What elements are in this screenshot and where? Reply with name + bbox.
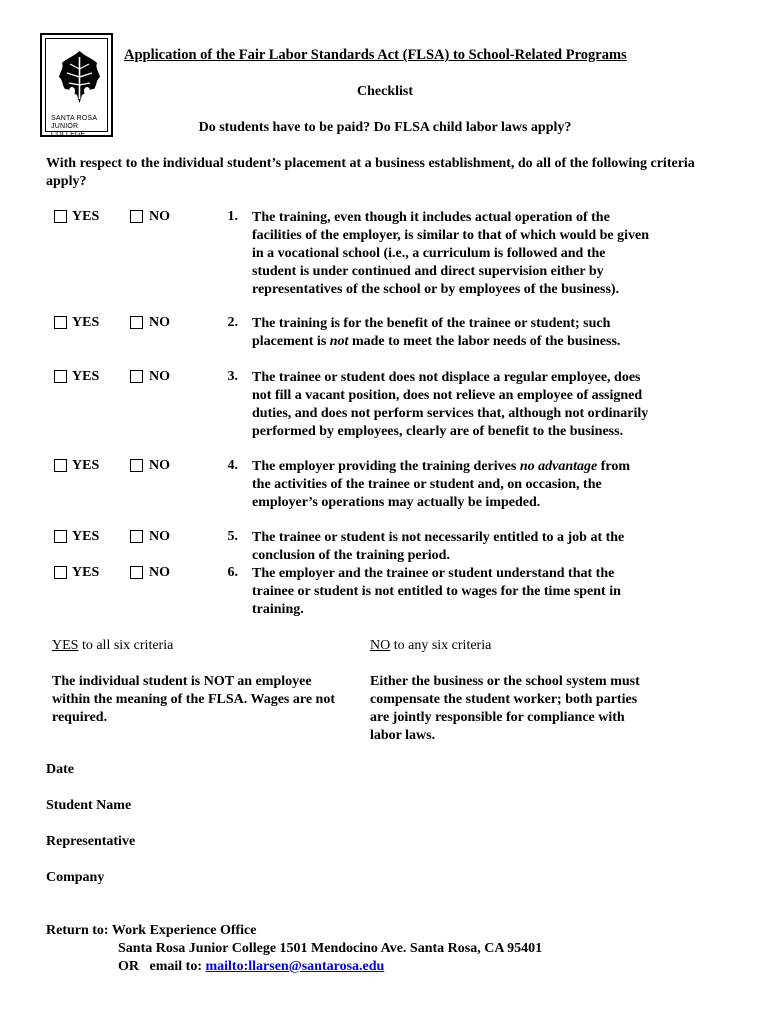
return-address: Santa Rosa Junior College 1501 Mendocino Ave. Santa Rosa, CA 95401 [118,941,543,956]
logo-line-2: JUNIOR COLLEGE [51,123,86,138]
email-prefix: OR email to: [118,959,206,974]
yes-checkbox[interactable] [54,459,67,472]
company-field-label: Company [46,870,105,885]
yes-label: YES [72,369,100,384]
criterion-text [252,458,652,512]
criterion-number: 5. [227,529,238,544]
criterion-text: The trainee or student does not displace a regular employee, does not fill a vacant position, does not relieve an employee of assigned duties, and does not perform services that, although not ordinarily performed by employees, clearly are of benefit to the business. [252,370,649,439]
checklist-heading: Checklist [357,84,413,99]
yes-checkbox[interactable] [54,210,67,223]
criterion-text-start: The employer providing the training derives [252,459,520,474]
no-outcome-rest: to any six criteria [390,638,492,653]
intro-text: With respect to the individual student’s placement at a business establishment, do all of the following criteria apply? [46,156,695,189]
return-to-label: Return to: Work Experience Office [46,923,257,938]
criterion-text [252,315,652,351]
criterion-number: 2. [227,315,238,330]
yes-label: YES [72,529,100,544]
yes-checkbox[interactable] [54,530,67,543]
yes-label: YES [72,565,100,580]
criterion-number: 1. [227,209,238,224]
yes-label: YES [72,315,100,330]
representative-field-label: Representative [46,834,136,849]
email-line [118,959,384,975]
criterion-number: 6. [227,565,238,580]
criterion-number: 4. [227,458,238,473]
email-link[interactable]: mailto:llarsen@santarosa.edu [205,959,385,974]
yes-label: YES [72,209,100,224]
document-title: Application of the Fair Labor Standards Act (FLSA) to School-Related Programs [124,47,627,63]
criterion-emphasis: no advantage [519,459,598,474]
no-checkbox[interactable] [130,316,143,329]
logo-line-1: SANTA ROSA [51,115,98,122]
no-label: NO [149,209,170,224]
criterion-text: The trainee or student is not necessarily entitled to a job at the conclusion of the training period. [252,530,625,563]
no-label: NO [149,529,170,544]
no-label: NO [149,458,170,473]
no-outcome-key: NO [370,638,391,653]
criterion-text: The training, even though it includes actual operation of the facilities of the employer, is similar to that of which would be given in a vocational school (i.e., a curriculum is followed and the student is under continued and direct supervision either by representatives of the school or by employees of the business). [252,210,650,297]
main-question: Do students have to be paid? Do FLSA child labor laws apply? [198,120,572,135]
yes-outcome-rest: to all six criteria [78,638,174,653]
criterion-number: 3. [227,369,238,384]
no-checkbox[interactable] [130,530,143,543]
no-label: NO [149,369,170,384]
criterion-text: The employer and the trainee or student understand that the trainee or student is not entitled to wages for the time spent in training. [252,566,621,617]
yes-checkbox[interactable] [54,566,67,579]
yes-outcome-result: The individual student is NOT an employee within the meaning of the FLSA. Wages are not required. [52,674,335,725]
yes-checkbox[interactable] [54,370,67,383]
criterion-emphasis: not [329,334,349,349]
no-label: NO [149,315,170,330]
student-name-field-label: Student Name [46,798,132,813]
criterion-text-start: The training is for the benefit of the trainee or student; such placement is [252,316,611,349]
criterion-text-end: made to meet the labor needs of the business. [348,334,621,349]
no-outcome-result: Either the business or the school system must compensate the student worker; both parties are jointly responsible for compliance with labor laws. [370,674,640,743]
criterion-text-end: from the activities of the trainee or student and, on occasion, the employer’s operations may actually be impeded. [252,459,631,510]
no-checkbox[interactable] [130,210,143,223]
no-label: NO [149,565,170,580]
yes-checkbox[interactable] [54,316,67,329]
no-checkbox[interactable] [130,566,143,579]
no-outcome-heading [370,637,491,655]
no-checkbox[interactable] [130,459,143,472]
yes-outcome-key: YES [52,638,79,653]
yes-label: YES [72,458,100,473]
date-field-label: Date [46,762,74,777]
no-checkbox[interactable] [130,370,143,383]
yes-outcome-heading [52,637,173,655]
